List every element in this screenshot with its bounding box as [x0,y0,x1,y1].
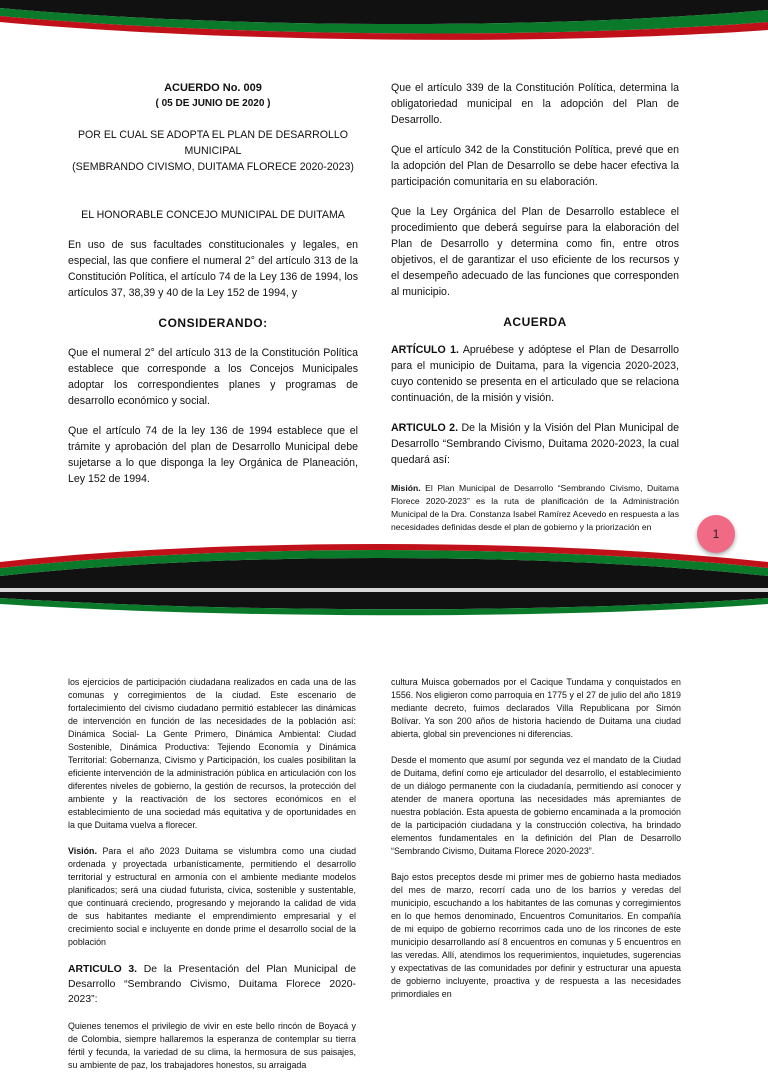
considerando-paragraph-1: Que el numeral 2° del artículo 313 de la Constitución Política establece que corresponde a los Concejos Municipales adoptar los correspondientes planes y programas de desarrollo económico y social. [68,347,358,407]
agreement-title: ACUERDO No. 009 [164,82,262,94]
header-decorative-band [0,0,768,50]
powers-paragraph: En uso de sus facultades constitucionales y legales, en especial, las que confiere el numeral 2° del artículo 313 de la Constitución Política, el artículo 74 de la Ley 136 de 1994, los artículos 37, 38,39 y 40 de la Ley 152 de 1994, y [68,239,358,299]
mision-text: El Plan Municipal de Desarrollo “Sembrando Civismo, Duitama Florece 2020-2023” es la ruta de planificación de la Administración Municipal de la Dra. Constanza Isabel Ramírez Acevedo en respuesta a las necesidades definidas desde el plan de gobierno y la priorización en [391,483,679,532]
considerando-heading: CONSIDERANDO: [158,316,268,330]
acuerda-heading: ACUERDA [503,315,567,329]
agreement-subject-line-2: MUNICIPAL [184,145,242,157]
right-column [391,80,679,534]
vision-text: Para el año 2023 Duitama se vislumbra como una ciudad ordenada y proyectada urbanísticamente, permitiendo el desarrollo territorial y estructural en armonía con el ambiente mediante modelos planificados; será una ciudad futurista, cívica, sostenible y sustentable, que continuará creciendo, progresando y mejorando la calidad de vida de sus habitantes mediante el emprendimiento empresarial y el crecimiento social e incluyente en donde prime el desarrollo social de la población [68,846,356,947]
vision-label: Visión. [68,846,97,856]
article-3-label: ARTICULO 3. [68,964,138,975]
history-paragraph: cultura Muisca gobernados por el Cacique Tundama y conquistados en 1556. Nos eligieron como parroquia en 1775 y el 27 de julio del año 1819 mediante decreto, fuimos declarados Villa Republicana por Simón Bolívar. Ya son 200 años de historia haciendo de Duitama una ciudad abierta, global sin prevenciones ni diferencias. [391,677,681,739]
article-2-text: De la Misión y la Visión del Plan Municipal de Desarrollo “Sembrando Civismo, Duitama 2020-2023, la cual quedará así: [391,422,679,466]
considerando-paragraph-4: Que el artículo 342 de la Constitución Política, prevé que en la adopción del Plan de Desarrollo se debe hacer efectiva la participación comunitaria en su elaboración. [391,144,679,188]
council-heading: EL HONORABLE CONCEJO MUNICIPAL DE DUITAMA [81,209,345,221]
article-3-paragraph [68,962,356,1007]
mision-paragraph [391,482,679,534]
mision-continuation-paragraph: los ejercicios de participación ciudadana realizados en cada una de las comunas y corregimientos de la ciudad. Este escenario de fortalecimiento del civismo ciudadano permitió establecer las dinámicas de intervención en función de las necesidades de la población así: Dinámica Social- La Gente Primero, Dinámica Ambiental: Ciudad Sostenible, Dinámica Productiva: Tejiendo Economía y Dinámica Territorial: Gobernanza, Civismo y Participación, los cuales posibilitan la eficiente intervención de la administración pública en articulación con los diferentes niveles de gobierno, la gestión de recursos, la protección del ambiente y la reactivación de los sectores económicos en el establecimiento de una sociedad más equitativa y de oportunidades en la que Duitama vuelva a florecer. [68,677,356,830]
agreement-subject-line-1: POR EL CUAL SE ADOPTA EL PLAN DE DESARROLLO [77,129,349,141]
considerando-paragraph-3: Que el artículo 339 de la Constitución Política, determina la obligatoriedad municipal en la adopción del Plan de Desarrollo. [391,82,679,126]
vision-paragraph [68,845,356,949]
document-page-2 [0,592,768,1070]
encounters-paragraph: Bajo estos preceptos desde mi primer mes de gobierno hasta mediados del mes de marzo, recorrí cada uno de los barrios y veredas del municipio, escuchando a los habitantes de las comunas y corregimientos en lo que hemos denominado, Encuentros Comunitarios. En compañía de mi equipo de gobierno recorrimos cada uno de los rincones de este municipio desarrollando así 8 encuentros en comunas y 5 encuentros en las veredas. Allí, atendimos los requerimientos, inquietudes, sugerencias y expectativas de las comunidades por definir y estructurar una apuesta de gobierno incluyente, proactiva y de respuesta a las necesidades primordiales en [391,872,681,999]
header-decorative-band-2 [0,592,768,622]
article-2-paragraph [391,420,679,468]
article-2-label: ARTICULO 2. [391,422,459,434]
article-3-text: De la Presentación del Plan Municipal de Desarrollo “Sembrando Civismo, Duitama Florece 2020-2023”: [68,964,357,1005]
mandate-paragraph: Desde el momento que asumí por segunda vez el mandato de la Ciudad de Duitama, definí como eje articulador del desarrollo, el establecimiento de un diálogo permanente con la ciudadanía, permitiendo así conocer y atender de manera oportuna las necesidades más apremiantes de nuestra población. Esta apuesta de gobierno encaminada a la promoción de la participación ciudadana y la construcción colectiva, ha brindado elementos fundamentales en la definición del Plan de Desarrollo “Sembrando Civismo, Duitama Florece 2020-2023”. [391,755,681,856]
mision-label: Misión. [391,483,421,493]
left-column-2 [68,676,356,1072]
left-column [68,80,358,487]
article-1-label: ARTÍCULO 1. [391,344,459,356]
page-number-badge: 1 [697,515,735,553]
footer-decorative-band [0,536,768,592]
article-1-paragraph [391,342,679,406]
considerando-paragraph-5: Que la Ley Orgánica del Plan de Desarrollo establece el procedimiento que deberá seguirse para la elaboración del Plan de Desarrollo y determina como fin, entre otros objetivos, el de garantizar el uso eficiente de los recursos y el desempeño adecuado de las funciones que corresponden al municipio. [391,206,679,298]
agreement-subject-line-3: (SEMBRANDO CIVISMO, DUITAMA FLORECE 2020-2023) [72,161,354,173]
considerando-paragraph-2: Que el artículo 74 de la ley 136 de 1994 establece que el trámite y aprobación del plan de Desarrollo Municipal debe sujetarse a lo que disponga la ley Orgánica de Planeación, Ley 152 de 1994. [68,425,358,485]
presentation-paragraph: Quienes tenemos el privilegio de vivir en este bello rincón de Boyacá y de Colombia, siempre hallaremos la esperanza de contemplar su tierra fértil y fecunda, la variedad de su clima, la hermosura de sus paisajes, su ambiente de paz, los trabajadores honestos, su arraigada [68,1021,356,1070]
article-1-text: Apruébese y adóptese el Plan de Desarrollo para el municipio de Duitama, para la vigencia 2020-2023, cuyo contenido se presenta en el articulado que se relaciona continuación, de la misión y visión. [391,344,679,404]
right-column-2 [391,676,681,1001]
agreement-date: ( 05 DE JUNIO DE 2020 ) [155,98,271,109]
